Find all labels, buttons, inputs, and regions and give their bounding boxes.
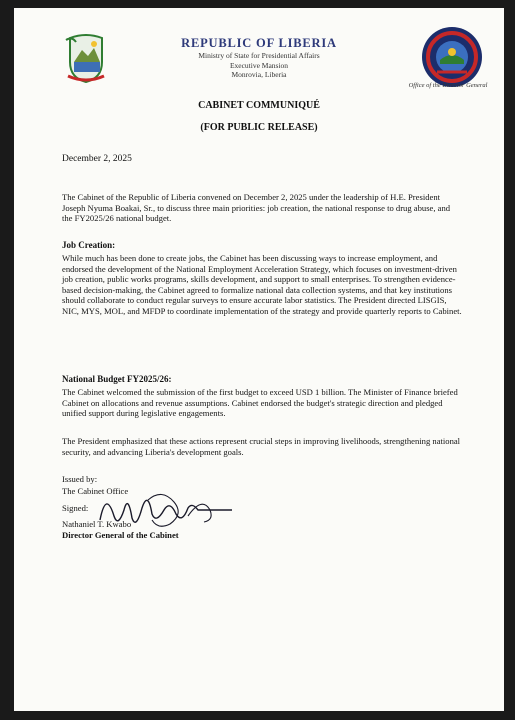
issued-by-label: Issued by: (62, 474, 98, 484)
letterhead-title: REPUBLIC OF LIBERIA (181, 36, 337, 50)
signed-label: Signed: (62, 503, 89, 513)
document-date: December 2, 2025 (62, 154, 132, 164)
closing-paragraph: The President emphasized that these actions represent crucial steps in improving livelihoods, strengthening national security, and advancing Liberia's development goals. (62, 436, 461, 457)
letterhead-city: Monrovia, Liberia (231, 70, 287, 79)
letterhead (14, 36, 504, 80)
job-creation-paragraph: While much has been done to create jobs, the Cabinet has been discussing ways to increase employment, and endorsed the development of the National Employment Acceleration Strategy, which focuses on investment-driven job creation, public works programs, skills development, and support to small enterprises. To strengthen evidence-based decision-making, the Cabinet agreed to formalize national data collection systems, and that key institutions should collaborate to conduct regular surveys to ensure accurate labor statistics. The President directed LISGIS, NIC, MYS, MOL, and MFDP to coordinate implementation of the strategy and provide quarterly reports to Cabinet. (62, 253, 462, 316)
job-creation-heading: Job Creation: (62, 240, 116, 250)
handwritten-signature-icon (92, 480, 242, 538)
document-subheading: (FOR PUBLIC RELEASE) (200, 122, 318, 133)
intro-paragraph: The Cabinet of the Republic of Liberia convened on December 2, 2025 under the leadership of H.E. President Joseph Nyuma Boakai, Sr., to discuss three main priorities: job creation, the national response to drug abuse, and the FY2025/26 national budget. (62, 192, 451, 224)
document-page (14, 8, 504, 711)
signatory-role: Director General of the Cabinet (62, 530, 179, 540)
letterhead-mansion: Executive Mansion (229, 60, 289, 70)
budget-heading: National Budget FY2025/26: (62, 374, 172, 384)
office-caption: Office of the Director General (408, 82, 488, 89)
signatory-name: Nathaniel T. Kwabo (62, 518, 132, 529)
letterhead-ministry: Ministry of State for Presidential Affairs (198, 51, 320, 60)
budget-paragraph: The Cabinet welcomed the submission of the first budget to exceed USD 1 billion. The Minister of Finance briefed Cabinet on allocations and revenue assumptions. Cabinet endorsed the budget's strategic direction and pledged unified support during legislative engagements. (62, 387, 458, 419)
issuing-office: The Cabinet Office (62, 485, 129, 496)
document-heading: CABINET COMMUNIQUÉ (198, 100, 320, 111)
